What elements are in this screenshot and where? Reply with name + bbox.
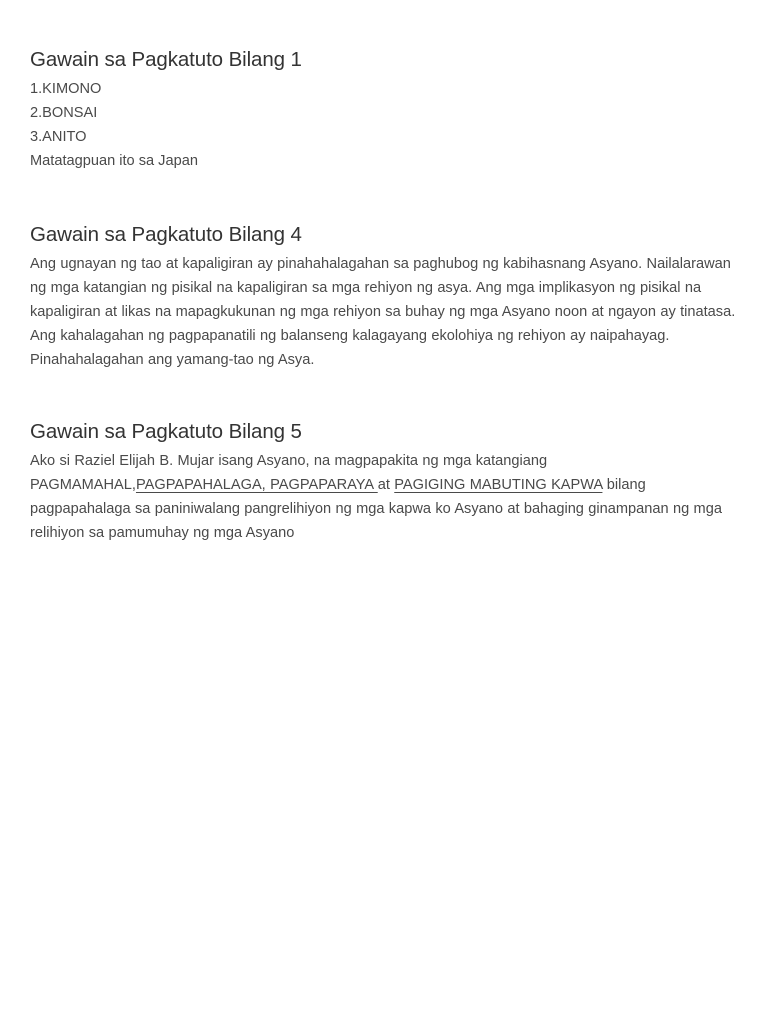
section-gawain-5 [30,419,744,545]
list-item: 1.KIMONO [30,81,102,97]
section-title: Gawain sa Pagkatuto Bilang 1 [30,48,302,71]
text-segment: Ako si Raziel Elijah B. Mujar isang Asyano, na magpapakita ng mga katangiang PAGMAMAHAL, [30,453,548,493]
section-gawain-1 [30,47,744,173]
text-segment: bilang pagpapahalaga sa paniniwalang pangrelihiyon ng mga kapwa ko Asyano at bahaging ginampanan ng mga relihiyon sa pamumuhay ng mga Asyano [30,477,722,541]
text-segment: at [377,477,395,493]
list-item: 3.ANITO [30,129,87,145]
underlined-text: PAGPAPAHALAGA, PAGPAPARAYA [135,477,378,493]
section-paragraph [30,449,744,545]
section-title: Gawain sa Pagkatuto Bilang 5 [30,420,302,443]
section-gawain-4 [30,222,744,372]
list-item: 2.BONSAI [30,105,98,121]
section-paragraph: Ang ugnayan ng tao at kapaligiran ay pinahahalagahan sa paghubog ng kabihasnang Asyano. Nailalarawan ng mga katangian ng pisikal na kapaligiran sa mga rehiyon ng asya. Ang mga implikasyon ng pisikal na kapaligiran at likas na mapagkukunan ng mga rehiyon sa buhay ng mga Asyano noon at ngayon ay tinatasa. Ang kahalagahan ng pagpapanatili ng balanseng kalagayang ekolohiya ng rehiyon ay naipahayag. Pinahahalagahan ang yamang-tao ng Asya. [30,256,736,368]
list-item: Matatagpuan ito sa Japan [30,153,198,169]
section-title: Gawain sa Pagkatuto Bilang 4 [30,223,302,246]
underlined-text: PAGIGING MABUTING KAPWA [394,477,603,493]
